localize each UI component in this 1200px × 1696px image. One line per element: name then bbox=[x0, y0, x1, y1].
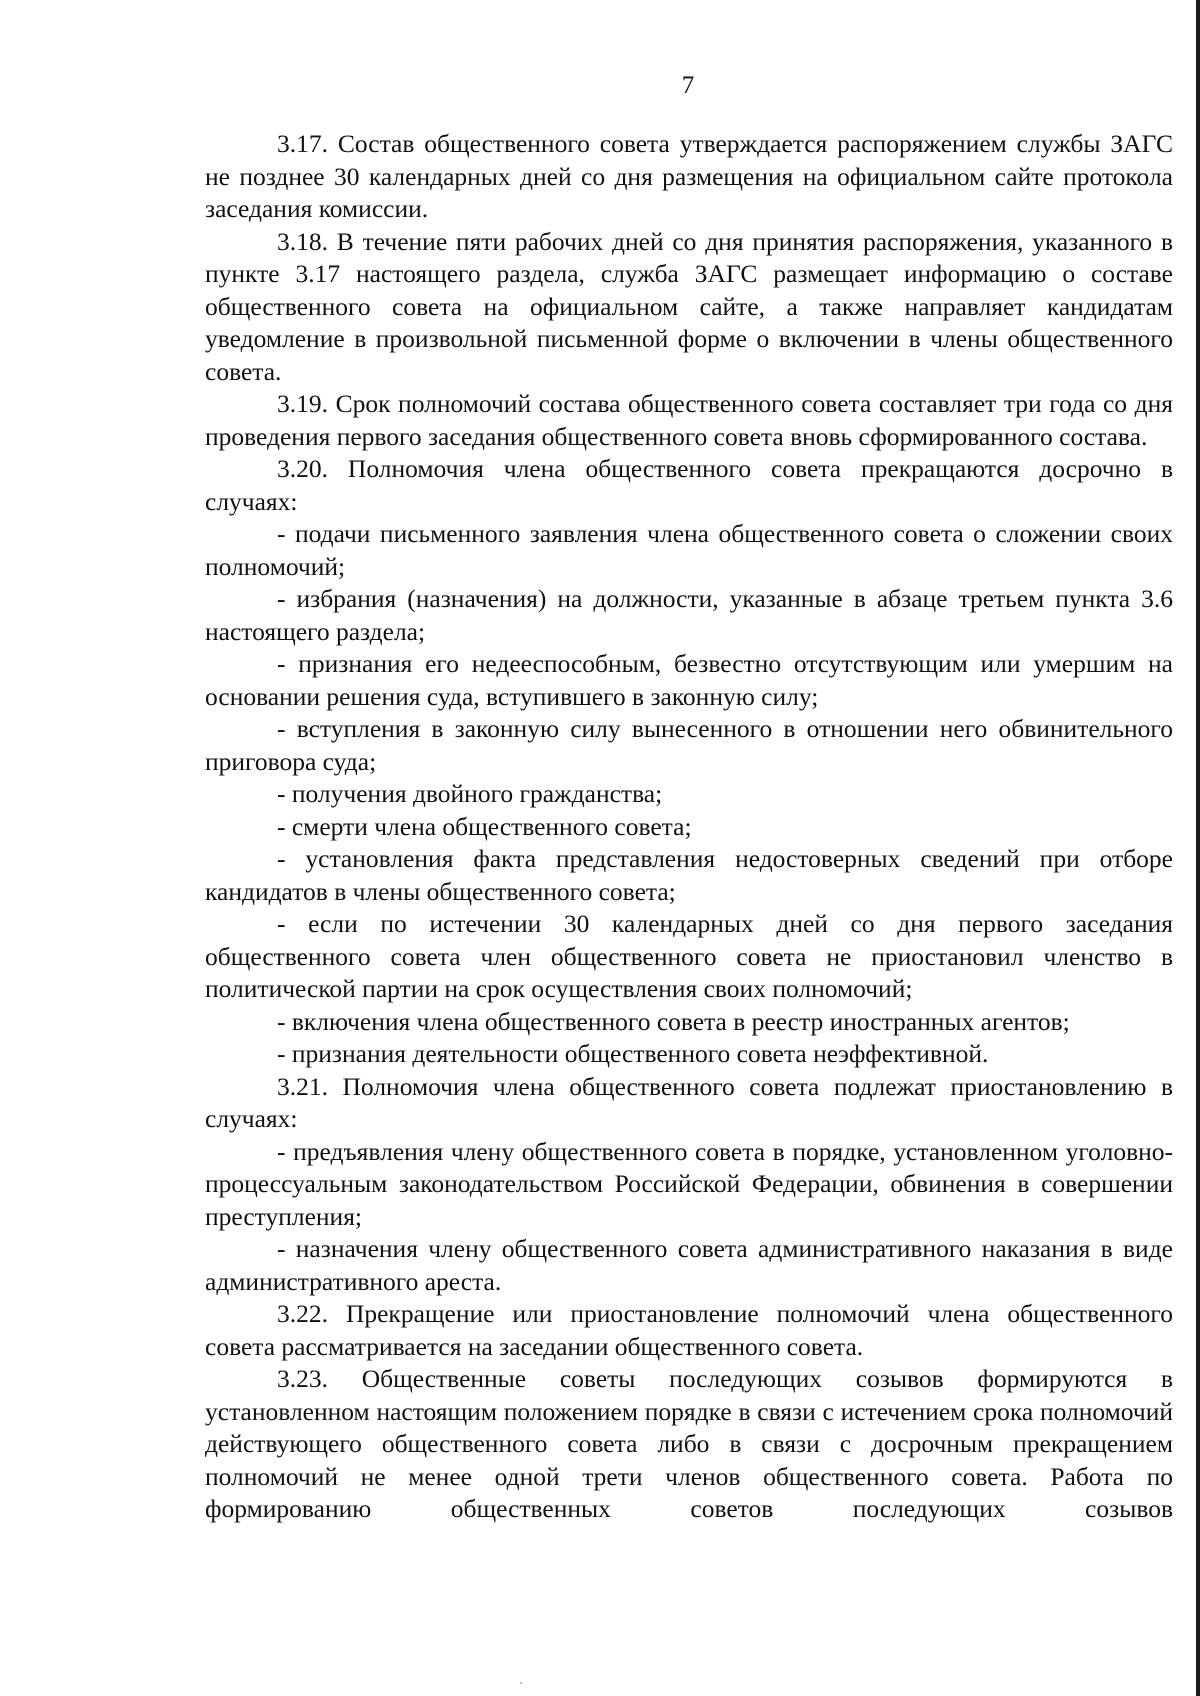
paragraph-3-20: 3.20. Полномочия члена общественного совета прекращаются досрочно в случаях: bbox=[205, 454, 1173, 516]
list-item-death: - смерти члена общественного совета; bbox=[277, 811, 692, 841]
paragraph-3-17: 3.17. Состав общественного совета утверждается распоряжением службы ЗАГС не позднее 30 календарных дней со дня размещения на официальном сайте протокола заседания комиссии. bbox=[205, 129, 1173, 223]
list-item-foreign-agent: - включения члена общественного совета в реестр иностранных агентов; bbox=[277, 1006, 1070, 1036]
list-item-administrative-arrest: - назначения члену общественного совета административного наказания в виде административного ареста. bbox=[205, 1234, 1173, 1296]
list-item-false-information: - установления факта представления недостоверных сведений при отборе кандидатов в члены общественного совета; bbox=[205, 844, 1173, 906]
list-item-conviction: - вступления в законную силу вынесенного в отношении него обвинительного приговора суда; bbox=[205, 714, 1173, 776]
list-item-incapacity: - признания его недееспособным, безвестно отсутствующим или умершим на основании решения суда, вступившего в законную силу; bbox=[205, 649, 1173, 711]
page-number: 7 bbox=[681, 72, 695, 99]
list-item-party-membership: - если по истечении 30 календарных дней со дня первого заседания общественного совета член общественного совета не приостановил членство в политической партии на срок осуществления своих полномочий; bbox=[205, 909, 1173, 1003]
scan-speck bbox=[520, 1682, 522, 1684]
document-body bbox=[205, 128, 1173, 1526]
paragraph-3-23: 3.23. Общественные советы последующих созывов формируются в установленном настоящим положением порядке в связи с истечением срока полномочий действующего общественного совета либо в связи с досрочным прекращением полномочий не менее одной трети членов общественного совета. Работа по формированию общественных советов последующих созывов bbox=[205, 1364, 1173, 1523]
paragraph-3-21: 3.21. Полномочия члена общественного совета подлежат приостановлению в случаях: bbox=[205, 1071, 1173, 1133]
scan-edge-border bbox=[1196, 0, 1200, 1696]
paragraph-3-22: 3.22. Прекращение или приостановление полномочий члена общественного совета рассматривается на заседании общественного совета. bbox=[205, 1299, 1173, 1361]
list-item-appointment: - избрания (назначения) на должности, указанные в абзаце третьем пункта 3.6 настоящего раздела; bbox=[205, 584, 1173, 646]
list-item-ineffective: - признания деятельности общественного совета неэффективной. bbox=[277, 1039, 989, 1068]
list-item-resignation: - подачи письменного заявления члена общественного совета о сложении своих полномочий; bbox=[205, 519, 1173, 581]
paragraph-3-18: 3.18. В течение пяти рабочих дней со дня принятия распоряжения, указанного в пункте 3.17 настоящего раздела, служба ЗАГС размещает информацию о составе общественного совета на официальном сайте, а также направляет кандидатам уведомление в произвольной письменной форме о включении в члены общественного совета. bbox=[205, 226, 1173, 386]
list-item-charge: - предъявления члену общественного совета в порядке, установленном уголовно-процессуальным законодательством Российской Федерации, обвинения в совершении преступления; bbox=[205, 1136, 1173, 1231]
paragraph-3-19: 3.19. Срок полномочий состава общественного совета составляет три года со дня проведения первого заседания общественного совета вновь сформированного состава. bbox=[205, 389, 1173, 451]
list-item-dual-citizenship: - получения двойного гражданства; bbox=[277, 779, 663, 808]
